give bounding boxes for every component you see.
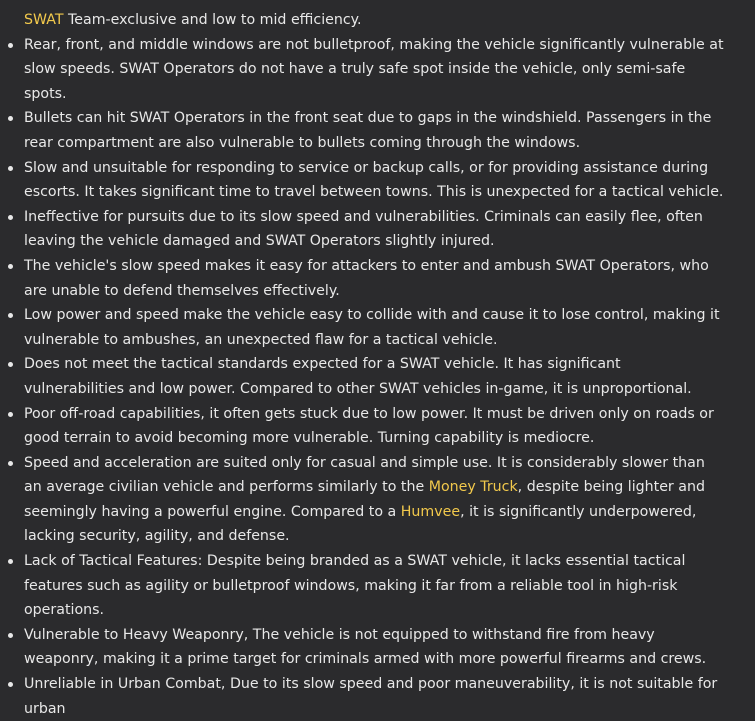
list-item-text: Rear, front, and middle windows are not bulletproof, making the vehicle significantly vulnerable at slow speeds. SWAT Operators do not have a truly safe spot inside the vehicle, only semi-safe spots.	[24, 36, 724, 102]
list-item	[0, 672, 755, 721]
list-item-text: Bullets can hit SWAT Operators in the front seat due to gaps in the windshield. Passengers in the rear compartment are also vulnerable to bullets coming through the windows.	[24, 110, 712, 151]
swat-link[interactable]: SWAT	[24, 12, 64, 28]
list-item-text: Ineffective for pursuits due to its slow speed and vulnerabilities. Criminals can easily flee, often leaving the vehicle damaged and SWAT Operators slightly injured.	[24, 208, 703, 250]
money-truck-link[interactable]: Money Truck	[428, 479, 518, 496]
list-item	[0, 352, 755, 401]
list-item	[0, 402, 755, 451]
list-item-text: Vulnerable to Heavy Weaponry, The vehicle is not equipped to withstand fire from heavy weaponry, making it a prime target for criminals armed with more powerful firearms and crews.	[24, 626, 707, 668]
list-item-text: The vehicle's slow speed makes it easy for attackers to enter and ambush SWAT Operators, who are unable to defend themselves effectively.	[24, 257, 709, 299]
list-item	[0, 623, 755, 672]
list-item	[0, 8, 755, 33]
list-item	[0, 549, 755, 623]
list-item	[0, 156, 755, 205]
drawbacks-list	[0, 8, 755, 721]
list-item	[0, 106, 755, 155]
list-item	[0, 451, 755, 549]
list-item	[0, 303, 755, 352]
list-item	[0, 33, 755, 107]
list-item-text: Unreliable in Urban Combat, Due to its slow speed and poor maneuverability, it is not suitable for urban	[24, 676, 718, 717]
list-item-text: Low power and speed make the vehicle easy to collide with and cause it to lose control, making it vulnerable to ambushes, an unexpected flaw for a tactical vehicle.	[24, 307, 720, 348]
list-item-text: Does not meet the tactical standards expected for a SWAT vehicle. It has significant vulnerabilities and low power. Compared to other SWAT vehicles in-game, it is unproportional.	[24, 356, 692, 397]
list-item-text: Team-exclusive and low to mid efficiency.	[63, 12, 362, 28]
list-item-text: , despite being lighter and seemingly having a powerful engine. Compared to a	[24, 479, 705, 520]
list-item	[0, 205, 755, 254]
list-item-text: Lack of Tactical Features: Despite being branded as a SWAT vehicle, it lacks essential tactical features such as agility or bulletproof windows, making it far from a reliable tool in high-risk operations.	[24, 553, 686, 619]
list-item-text: Slow and unsuitable for responding to service or backup calls, or for providing assistance during escorts. It takes significant time to travel between towns. This is unexpected for a tactical vehicle.	[24, 159, 724, 201]
list-item	[0, 254, 755, 303]
article-content	[0, 8, 755, 721]
humvee-link[interactable]: Humvee	[400, 503, 461, 520]
list-item-text: Speed and acceleration are suited only for casual and simple use. It is considerably slower than an average civilian vehicle and performs similarly to the	[24, 454, 705, 496]
list-item-text: Poor off-road capabilities, it often gets stuck due to low power. It must be driven only on roads or good terrain to avoid becoming more vulnerable. Turning capability is mediocre.	[24, 405, 714, 447]
list-item-text: , it is significantly underpowered, lacking security, agility, and defense.	[24, 503, 697, 545]
